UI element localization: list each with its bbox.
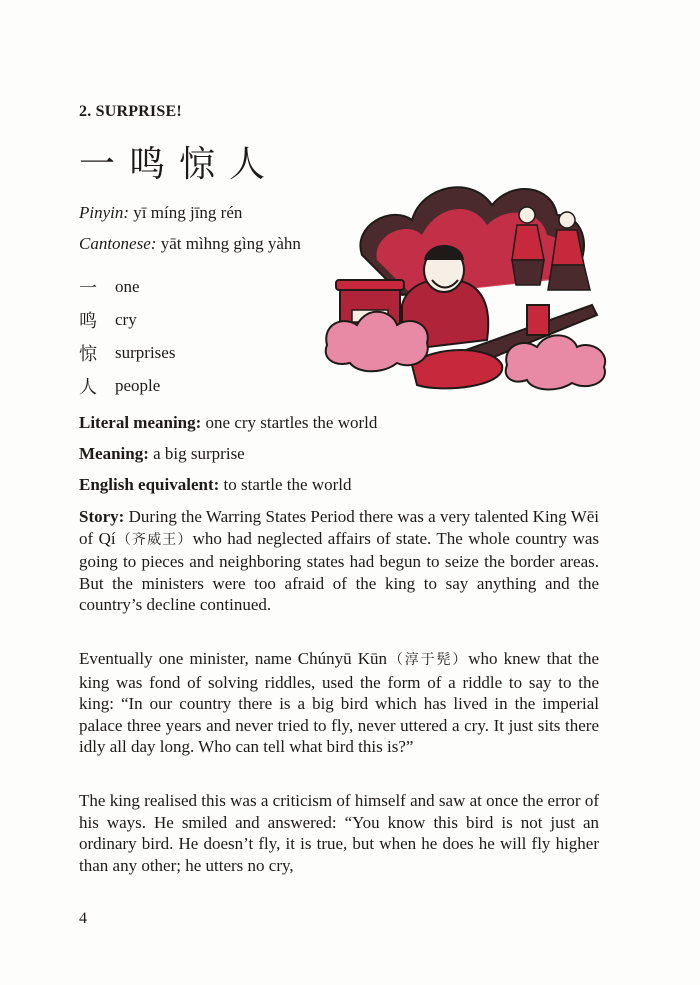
pinyin-label: Pinyin: — [79, 203, 130, 222]
meaning-label: Meaning: — [79, 444, 149, 463]
literal-meaning-label: Literal meaning: — [79, 413, 202, 432]
glossary-meaning: cry — [115, 309, 137, 329]
cantonese-label: Cantonese: — [79, 234, 157, 253]
character-glossary — [79, 270, 175, 402]
english-equivalent-value: to startle the world — [223, 475, 352, 494]
story-p1-text-a: During the Warring States Period there was a very talented King Wēi of Qí — [79, 507, 600, 548]
literal-meaning-value: one cry startles the world — [205, 413, 378, 432]
glossary-char: 惊 — [79, 343, 97, 365]
pinyin-value: yī míng jīng rén — [133, 203, 243, 222]
glossary-item — [79, 303, 175, 336]
literal-meaning — [79, 413, 377, 433]
section-heading: 2. SURPRISE! — [79, 103, 182, 120]
english-equivalent — [79, 475, 352, 495]
story-label: Story: — [79, 507, 125, 526]
pink-cloud-right — [506, 335, 605, 389]
meaning — [79, 444, 245, 464]
story-p2-text-a: Eventually one minister, name Chúnyū Kūn — [79, 649, 388, 668]
glossary-char: 鸣 — [79, 310, 97, 332]
cantonese-value: yāt mìhng gìng yàhn — [160, 234, 301, 253]
idiom-characters: 一鸣惊人 — [79, 144, 280, 185]
story-paragraph-1 — [79, 506, 599, 616]
story-paragraph-2 — [79, 648, 599, 758]
pinyin-line — [79, 203, 242, 223]
story-p1-chinese-name: （齐威王） — [115, 531, 193, 548]
lantern — [527, 305, 549, 335]
glossary-item — [79, 336, 175, 369]
glossary-meaning: surprises — [115, 342, 176, 362]
glossary-char: 一 — [79, 277, 97, 299]
english-equivalent-label: English equivalent: — [79, 475, 220, 494]
glossary-char: 人 — [79, 376, 97, 398]
story-paragraph-3: The king realised this was a criticism of himself and saw at once the error of his ways. He smiled and answered: “You know this bird is not just an ordinary bird. He doesn’t fly, it is true, but when he does he will fly higher than any other; he utters no cry, — [79, 791, 599, 875]
cantonese-line — [79, 234, 301, 254]
meaning-value: a big surprise — [153, 444, 245, 463]
glossary-item — [79, 369, 175, 402]
story-illustration — [322, 165, 612, 397]
glossary-meaning: one — [115, 276, 140, 296]
story-p2-chinese-name: （淳于髡） — [387, 652, 469, 668]
story-p1-text-b: who had neglected affairs of state. The whole country was going to pieces and neighboring states had begun to seize the border areas. But the ministers were too afraid of the king to say anything and the country’s decline continued. — [79, 528, 600, 615]
page-number: 4 — [79, 910, 87, 927]
story-p2-text-b: who knew that the king was fond of solving riddles, used the form of a riddle to say to the king: “In our country there is a big bird which has lived in the imperial palace three years and never tried to fly, never uttered a cry. It just sits there idly all day long. Who can tell what bird this is?” — [79, 649, 600, 757]
glossary-meaning: people — [115, 375, 161, 395]
glossary-item — [79, 270, 175, 303]
pink-cloud-left — [326, 312, 428, 371]
